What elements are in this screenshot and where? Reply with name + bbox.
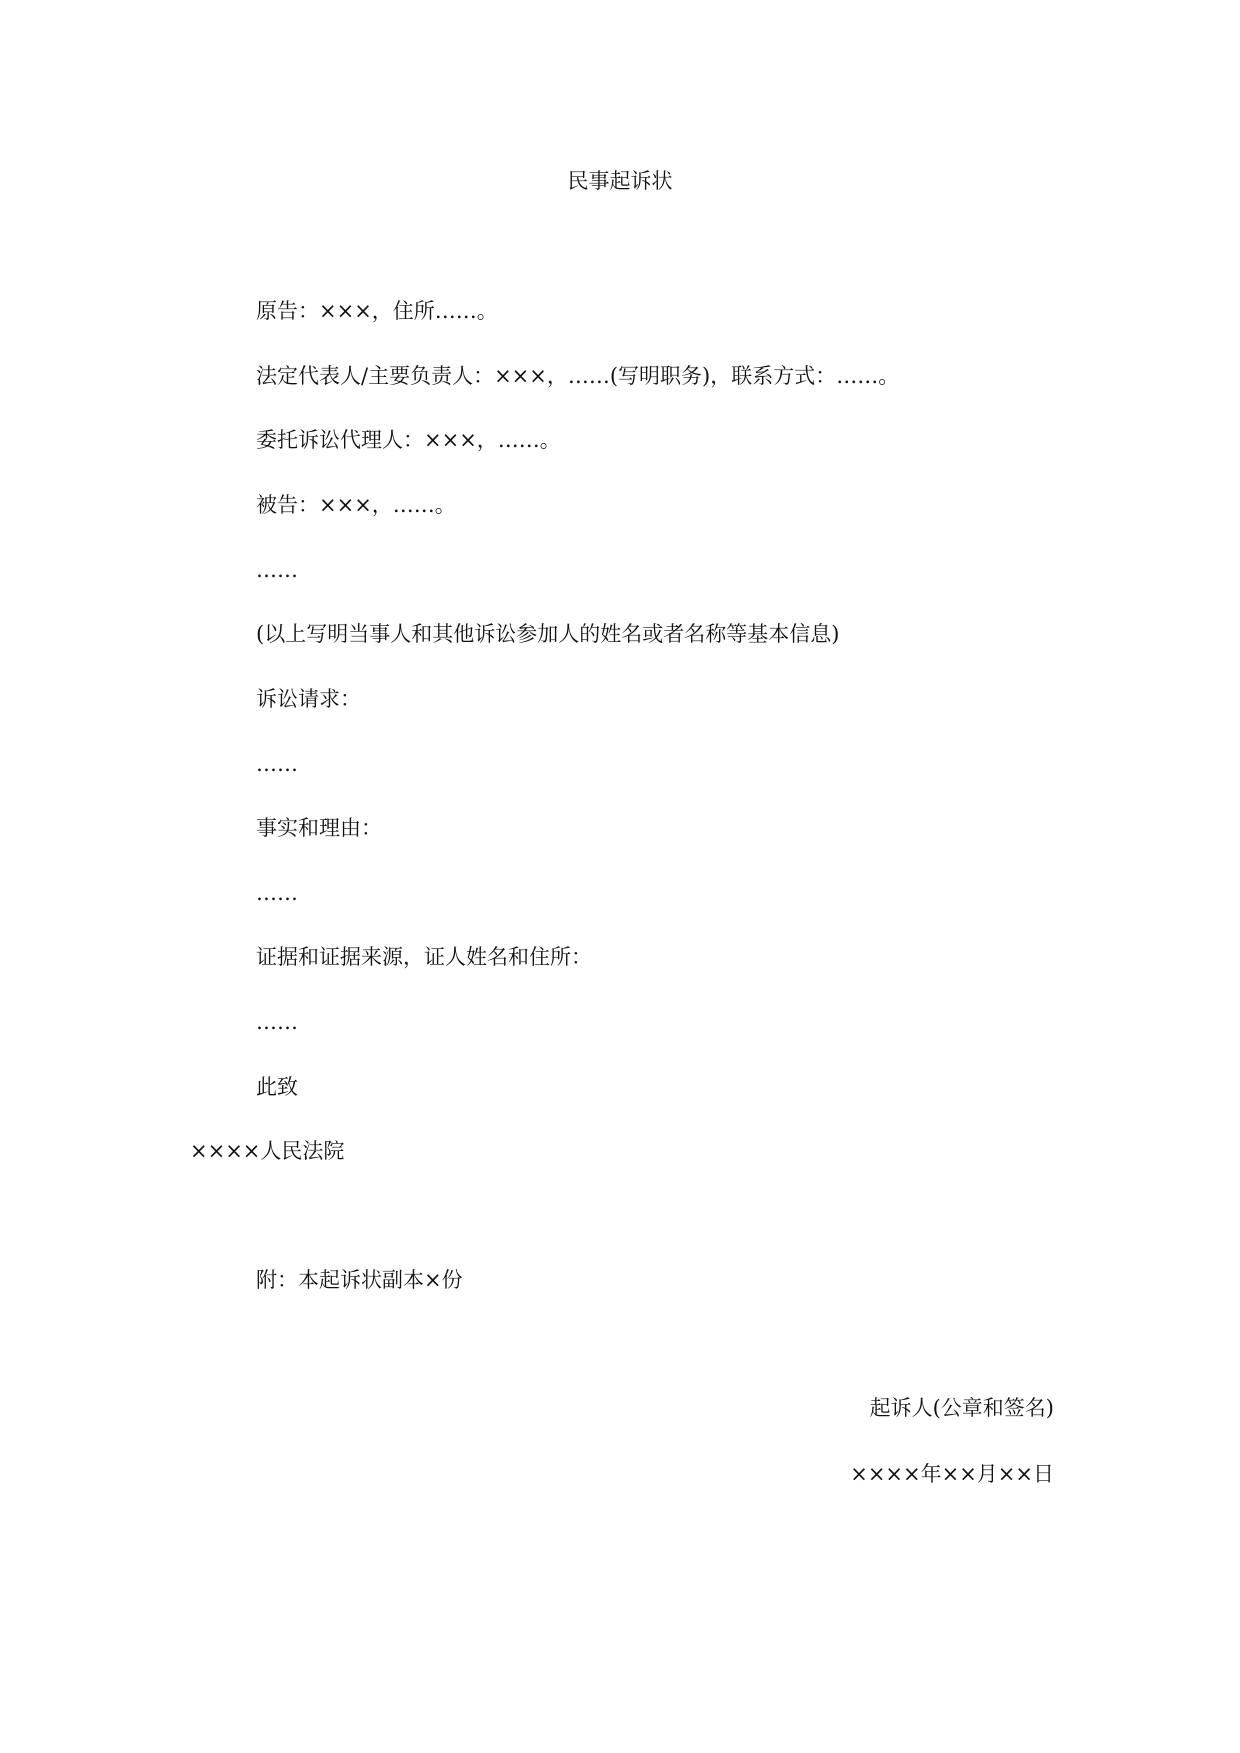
agent-line: 委托诉讼代理人：×××，……。: [256, 428, 561, 452]
court-name: ××××人民法院: [190, 1139, 345, 1163]
evidence-heading: 证据和证据来源，证人姓名和住所：: [256, 945, 592, 969]
signer-line: 起诉人(公章和签名): [869, 1396, 1054, 1420]
date-line: ××××年××月××日: [850, 1462, 1054, 1486]
document-title: 民事起诉状: [567, 169, 673, 193]
plaintiff-line: 原告：×××，住所……。: [256, 299, 498, 323]
claims-content: ……: [256, 752, 298, 776]
facts-content: ……: [256, 881, 298, 905]
claims-heading: 诉讼请求：: [256, 687, 361, 711]
parties-note: (以上写明当事人和其他诉讼参加人的姓名或者名称等基本信息): [256, 622, 840, 646]
evidence-content: ……: [256, 1010, 298, 1034]
defendant-line: 被告：×××，……。: [256, 493, 456, 517]
facts-heading: 事实和理由：: [256, 816, 382, 840]
legal-representative-line: 法定代表人/主要负责人：×××，……(写明职务)，联系方式：……。: [256, 364, 900, 388]
attachment-line: 附：本起诉状副本×份: [256, 1268, 463, 1292]
salutation: 此致: [256, 1075, 298, 1099]
parties-ellipsis: ……: [256, 558, 298, 582]
